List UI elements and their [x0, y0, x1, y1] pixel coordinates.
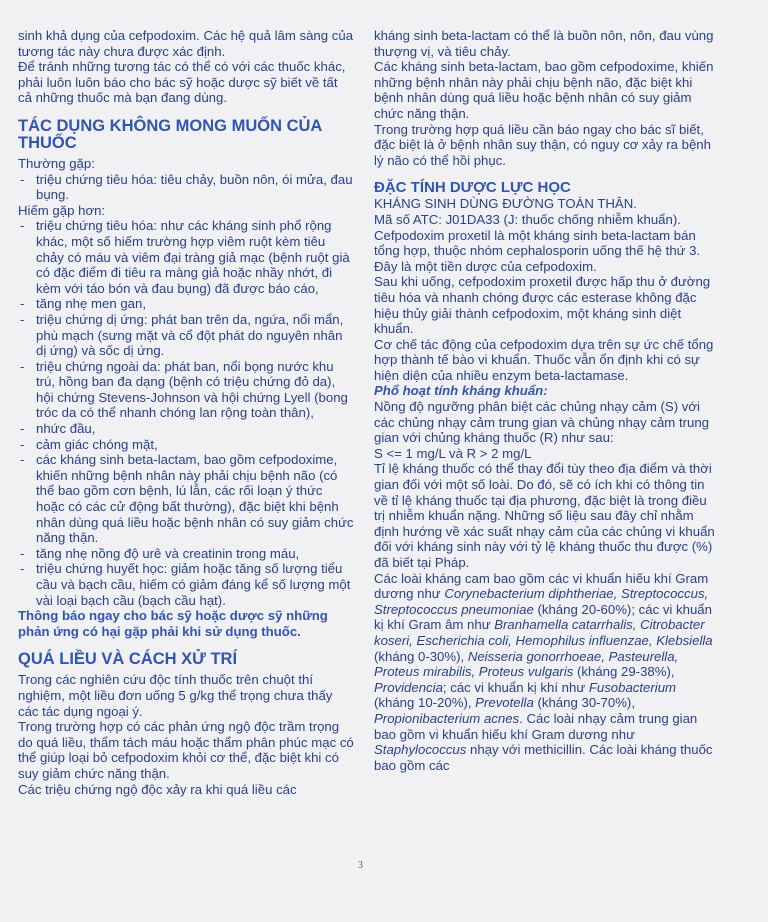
list-item: - triệu chứng tiêu hóa: tiêu chảy, buồn nôn, ói mửa, đau bụng. [18, 172, 354, 203]
species-names: Providencia [374, 679, 443, 695]
list-item: - các kháng sinh beta-lactam, bao gồm cefpodoxime, khiến những bệnh nhân này phải chịu bệnh não (có thể bao gồm cơn bệnh, lú lẫn, các rối loạn ý thức hoặc có các cử động bất thường), đặc biệt khi bệnh nhân dùng quá liều hoặc bệnh nhân có suy giảm chức năng thận. [18, 452, 354, 546]
threshold-values: S <= 1 mg/L và R > 2 mg/L [374, 445, 532, 461]
interaction-text: sinh khả dụng của cefpodoxim. Các hệ quả lâm sàng của tương tác này chưa được xác định. [18, 28, 354, 59]
rare-effects-list [18, 218, 354, 608]
overdose-continued: Trong trường hợp quá liều cần báo ngay cho bác sĩ biết, đặc biệt là ở bệnh nhân suy thận, có nguy cơ xảy ra bệnh lý não có thể hồi phục. [374, 121, 711, 168]
pharmacodynamics-subtitle: KHÁNG SINH DÙNG ĐƯỜNG TOÀN THÂN. [374, 196, 637, 212]
overdose-continued: kháng sinh beta-lactam có thể là buồn nôn, nôn, đau vùng thượng vị, và tiêu chảy. [374, 28, 714, 59]
atc-code: Mã số ATC: J01DA33 (J: thuốc chống nhiễm khuẩn). [374, 211, 681, 227]
overdose-paragraph: Trong các nghiên cứu độc tính thuốc trên chuột thí nghiệm, một liều đơn uống 5 g/kg thể trọng chưa thấy các tác dụng ngoại ý. [18, 672, 333, 719]
spectrum-intro: Nồng độ ngưỡng phân biệt các chủng nhạy cảm (S) với các chủng nhạy cảm trung gian và chủng nhạy cảm trung gian với chủng kháng thuốc (R) như sau: [374, 399, 710, 446]
overdose-paragraph: Trong trường hợp có các phản ứng ngộ độc trầm trọng do quá liều, thẩm tách máu hoặc thẩm phân phúc mạc có thể giúp loại bỏ cefpodoxim khỏi cơ thể, đặc biệt khi có suy giảm chức năng thận. [18, 719, 354, 781]
text-run: (kháng 20-60%); các vi khuẩn kị khí Gram âm như [374, 601, 712, 633]
spectrum-heading: Phổ hoạt tính kháng khuẩn: [374, 383, 548, 399]
text-run: . Các loài nhạy cảm trung gian bao gồm vi khuẩn hiếu khí Gram dương như [374, 710, 698, 742]
common-effects-list [18, 172, 354, 203]
species-names: Branhamella catarrhalis, Citrobacter koseri, Escherichia coli, Hemophilus influenzae, Klebsiella [374, 617, 713, 648]
overdose-heading: QUÁ LIỀU VÀ CÁCH XỬ TRÍ [18, 650, 238, 669]
species-names: Propionibacterium acnes [374, 710, 520, 726]
list-item: - cảm giác chóng mặt, [18, 437, 354, 453]
pharma-paragraph: Cơ chế tác động của cefpodoxim dựa trên sự ức chế tổng hợp thành tế bào vi khuẩn. Thuốc vẫn ổn định khi có sự hiện diện của nhiều enzym beta-lactamase. [374, 336, 714, 383]
overdose-paragraph: Các triệu chứng ngộ độc xảy ra khi quá liều các [18, 781, 297, 797]
common-label: Thường gặp: [18, 155, 95, 171]
text-run: (kháng 29-38%), [573, 664, 675, 680]
overdose-continued: Các kháng sinh beta-lactam, bao gồm cefpodoxime, khiến những bệnh nhân này phải chịu bệnh não, đặc biệt khi bệnh nhân dùng quá liều hoặc bệnh nhân có suy giảm chức năng thận. [374, 59, 714, 121]
interaction-advice: Để tránh những tương tác có thể có với các thuốc khác, phải luôn luôn báo cho bác sỹ hoặc dược sỹ biết về tất cả những thuốc mà bạn đang dùng. [18, 59, 346, 106]
report-notice: Thông báo ngay cho bác sỹ hoặc dược sỹ những phản ứng có hại gặp phải khi sử dụng thuốc. [18, 608, 328, 639]
species-names: Corynebacterium diphtheriae, Streptococcus, Streptococcus pneumoniae [374, 586, 709, 617]
text-run: Các loài kháng cam bao gồm các vi khuẩn hiếu khí Gram dương như [374, 570, 709, 602]
text-run: nhạy với methicillin. Các loài kháng thuốc bao gồm các [374, 742, 713, 773]
species-names: Staphylococcus [374, 742, 467, 758]
pharmacodynamics-heading: ĐẶC TÍNH DƯỢC LỰC HỌC [374, 179, 571, 197]
text-run: (kháng 30-70%), [533, 695, 635, 711]
page-number: 3 [358, 860, 363, 871]
species-names: Fusobacterium [588, 679, 677, 695]
left-column [18, 28, 354, 797]
side-effects-heading: TÁC DỤNG KHÔNG MONG MUỐN CỦA THUỐC [18, 116, 322, 152]
text-run: (kháng 0-30%), [374, 648, 468, 664]
list-item: - triệu chứng dị ứng: phát ban trên da, ngứa, nổi mẩn, phù mạch (sưng mặt và cổ đột phát do nguyên nhân dị ứng) và sốc dị ứng. [18, 312, 354, 359]
list-item: - nhức đầu, [18, 421, 354, 437]
resistance-paragraph: Tỉ lệ kháng thuốc có thể thay đổi tùy theo địa điểm và thời gian đối với một số loài. Do đó, sẽ có ích khi có thông tin về tỉ lệ kháng thuốc tại địa phương, đặc biệt là trong điều trị nhiễm khuẩn nặng. Những số liệu sau đây chỉ nhằm định hướng về xác suất nhạy cảm của các chủng vi khuẩn đối với kháng sinh này với tỷ lệ kháng thuốc thu được (%) đã biết tại Pháp. [374, 461, 715, 570]
list-item: - tăng nhẹ nồng độ urê và creatinin trong máu, [18, 546, 354, 562]
species-names: Prevotella [475, 695, 534, 711]
list-item: - triệu chứng ngoài da: phát ban, nổi bọng nước khu trú, hồng ban đa dạng (bệnh có triệu chứng đỏ da), hội chứng Stevens-Johnson và hội chứng Lyell (bong tróc da có thể nhanh chóng lan rộng toàn thân), [18, 359, 354, 421]
text-run: ; các vi khuẩn kị khí như [442, 679, 589, 695]
rare-label: Hiếm gặp hơn: [18, 202, 106, 218]
pharma-paragraph: Sau khi uống, cefpodoxim proxetil được hấp thu ở đường tiêu hóa và nhanh chóng được các esterase không đặc hiệu thủy giải thành cefpodoxim, một kháng sinh diệt khuẩn. [374, 274, 711, 337]
text-run: (kháng 10-20%), [374, 695, 476, 711]
list-item: - tăng nhẹ men gan, [18, 296, 354, 312]
list-item: - triệu chứng tiêu hóa: như các kháng sinh phổ rộng khác, một số hiếm trường hợp viêm ruột kèm tiêu chảy có máu và viêm đại tràng giả mạc (bệnh ruột già có đặc điểm đi tiêu ra màng giả hoặc nhầy nhớt, đi kèm với táo bón và đau bụng) đã được báo cáo, [18, 218, 354, 296]
list-item: - triệu chứng huyết học: giảm hoặc tăng số lượng tiểu cầu và bạch cầu, hiếm có giảm đáng kể số lượng một vài loại bạch cầu (bạch cầu hạt). [18, 561, 354, 608]
pharma-paragraph: Cefpodoxim proxetil là một kháng sinh beta-lactam bán tổng hợp, thuộc nhóm cephalosporin uống thế hệ thứ 3. Đây là một tiền dược của cefpodoxim. [374, 227, 701, 274]
species-names: Neisseria gonorrhoeae, Pasteurella, Proteus mirabilis, Proteus vulgaris [374, 648, 679, 680]
right-column [374, 28, 716, 773]
species-paragraph [374, 571, 716, 774]
